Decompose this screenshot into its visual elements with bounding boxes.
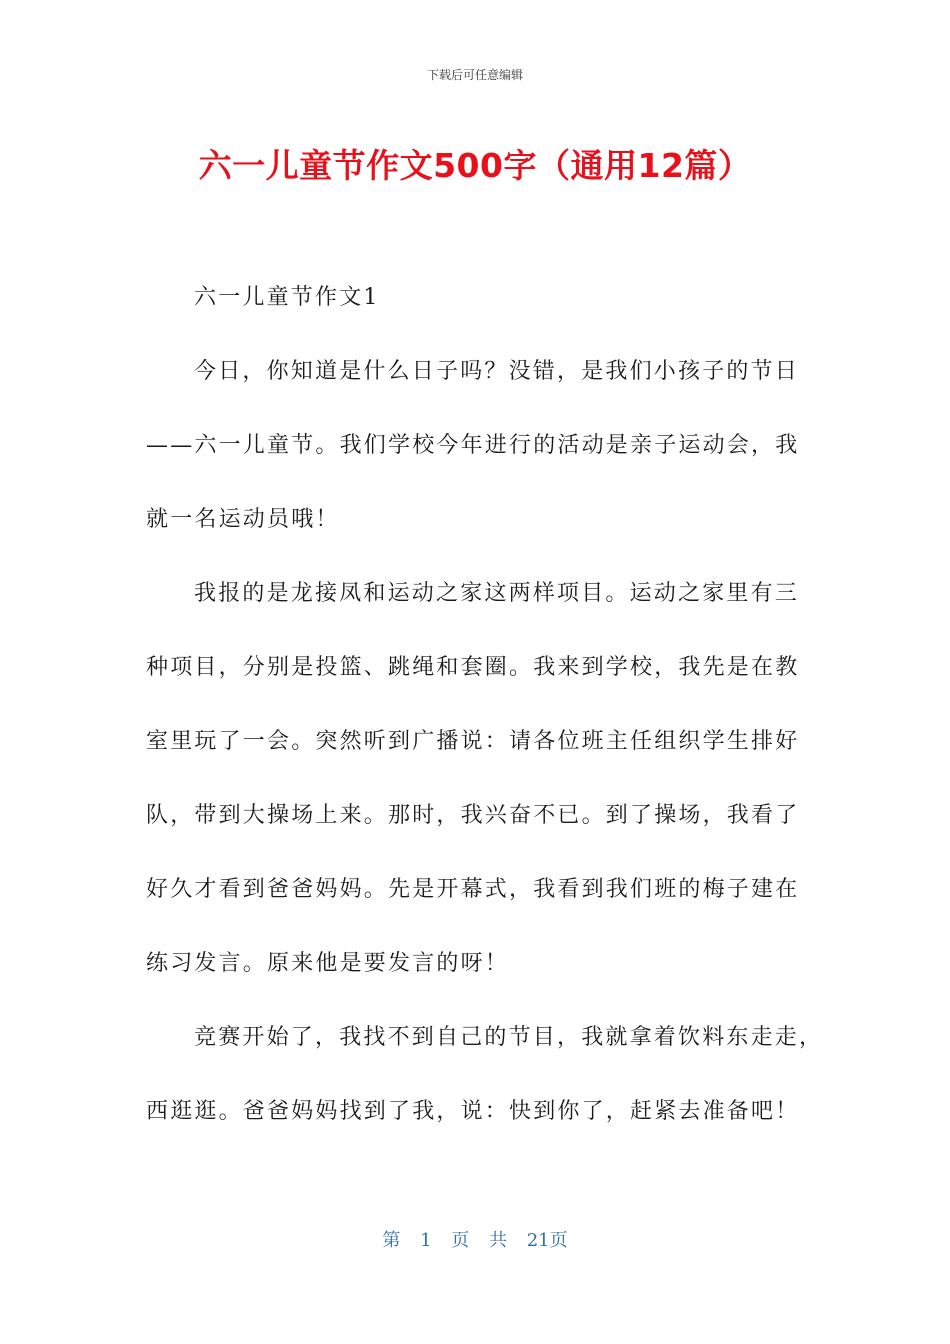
paragraph-line: 队，带到大操场上来。那时，我兴奋不已。到了操场，我看了 xyxy=(146,803,800,828)
header-note: 下载后可任意编辑 xyxy=(426,68,523,82)
paragraph-line: ——六一儿童节。我们学校今年进行的活动是亲子运动会，我 xyxy=(146,433,800,458)
total-label: 共 xyxy=(489,1230,507,1251)
paragraph-line: 练习发言。原来他是要发言的呀！ xyxy=(146,951,510,976)
paragraph-line: 种项目，分别是投篮、跳绳和套圈。我来到学校，我先是在教 xyxy=(146,655,800,680)
paragraph-line: 今日，你知道是什么日子吗？没错，是我们小孩子的节日 xyxy=(194,359,800,384)
page-footer xyxy=(0,1226,950,1252)
current-page-number: 1 xyxy=(420,1230,432,1251)
paragraph-line: 就一名运动员哦！ xyxy=(146,507,340,532)
total-pages: 21页 xyxy=(526,1230,568,1251)
paragraph-line: 好久才看到爸爸妈妈。先是开幕式，我看到我们班的梅子建在 xyxy=(146,877,800,902)
paragraph-line: 室里玩了一会。突然听到广播说：请各位班主任组织学生排好 xyxy=(146,729,800,754)
paragraph-line: 西逛逛。爸爸妈妈找到了我，说：快到你了，赶紧去准备吧！ xyxy=(146,1099,800,1124)
paragraph-line: 我报的是龙接凤和运动之家这两样项目。运动之家里有三 xyxy=(194,581,800,606)
paragraph-line: 竞赛开始了，我找不到自己的节目，我就拿着饮料东走走， xyxy=(194,1025,824,1050)
page-label-prefix: 第 xyxy=(382,1230,401,1251)
page-label-suffix: 页 xyxy=(451,1230,470,1251)
section-heading: 六一儿童节作文1 xyxy=(194,285,380,310)
document-title: 六一儿童节作文500字（通用12篇） xyxy=(198,146,752,185)
document-body xyxy=(146,280,824,1168)
